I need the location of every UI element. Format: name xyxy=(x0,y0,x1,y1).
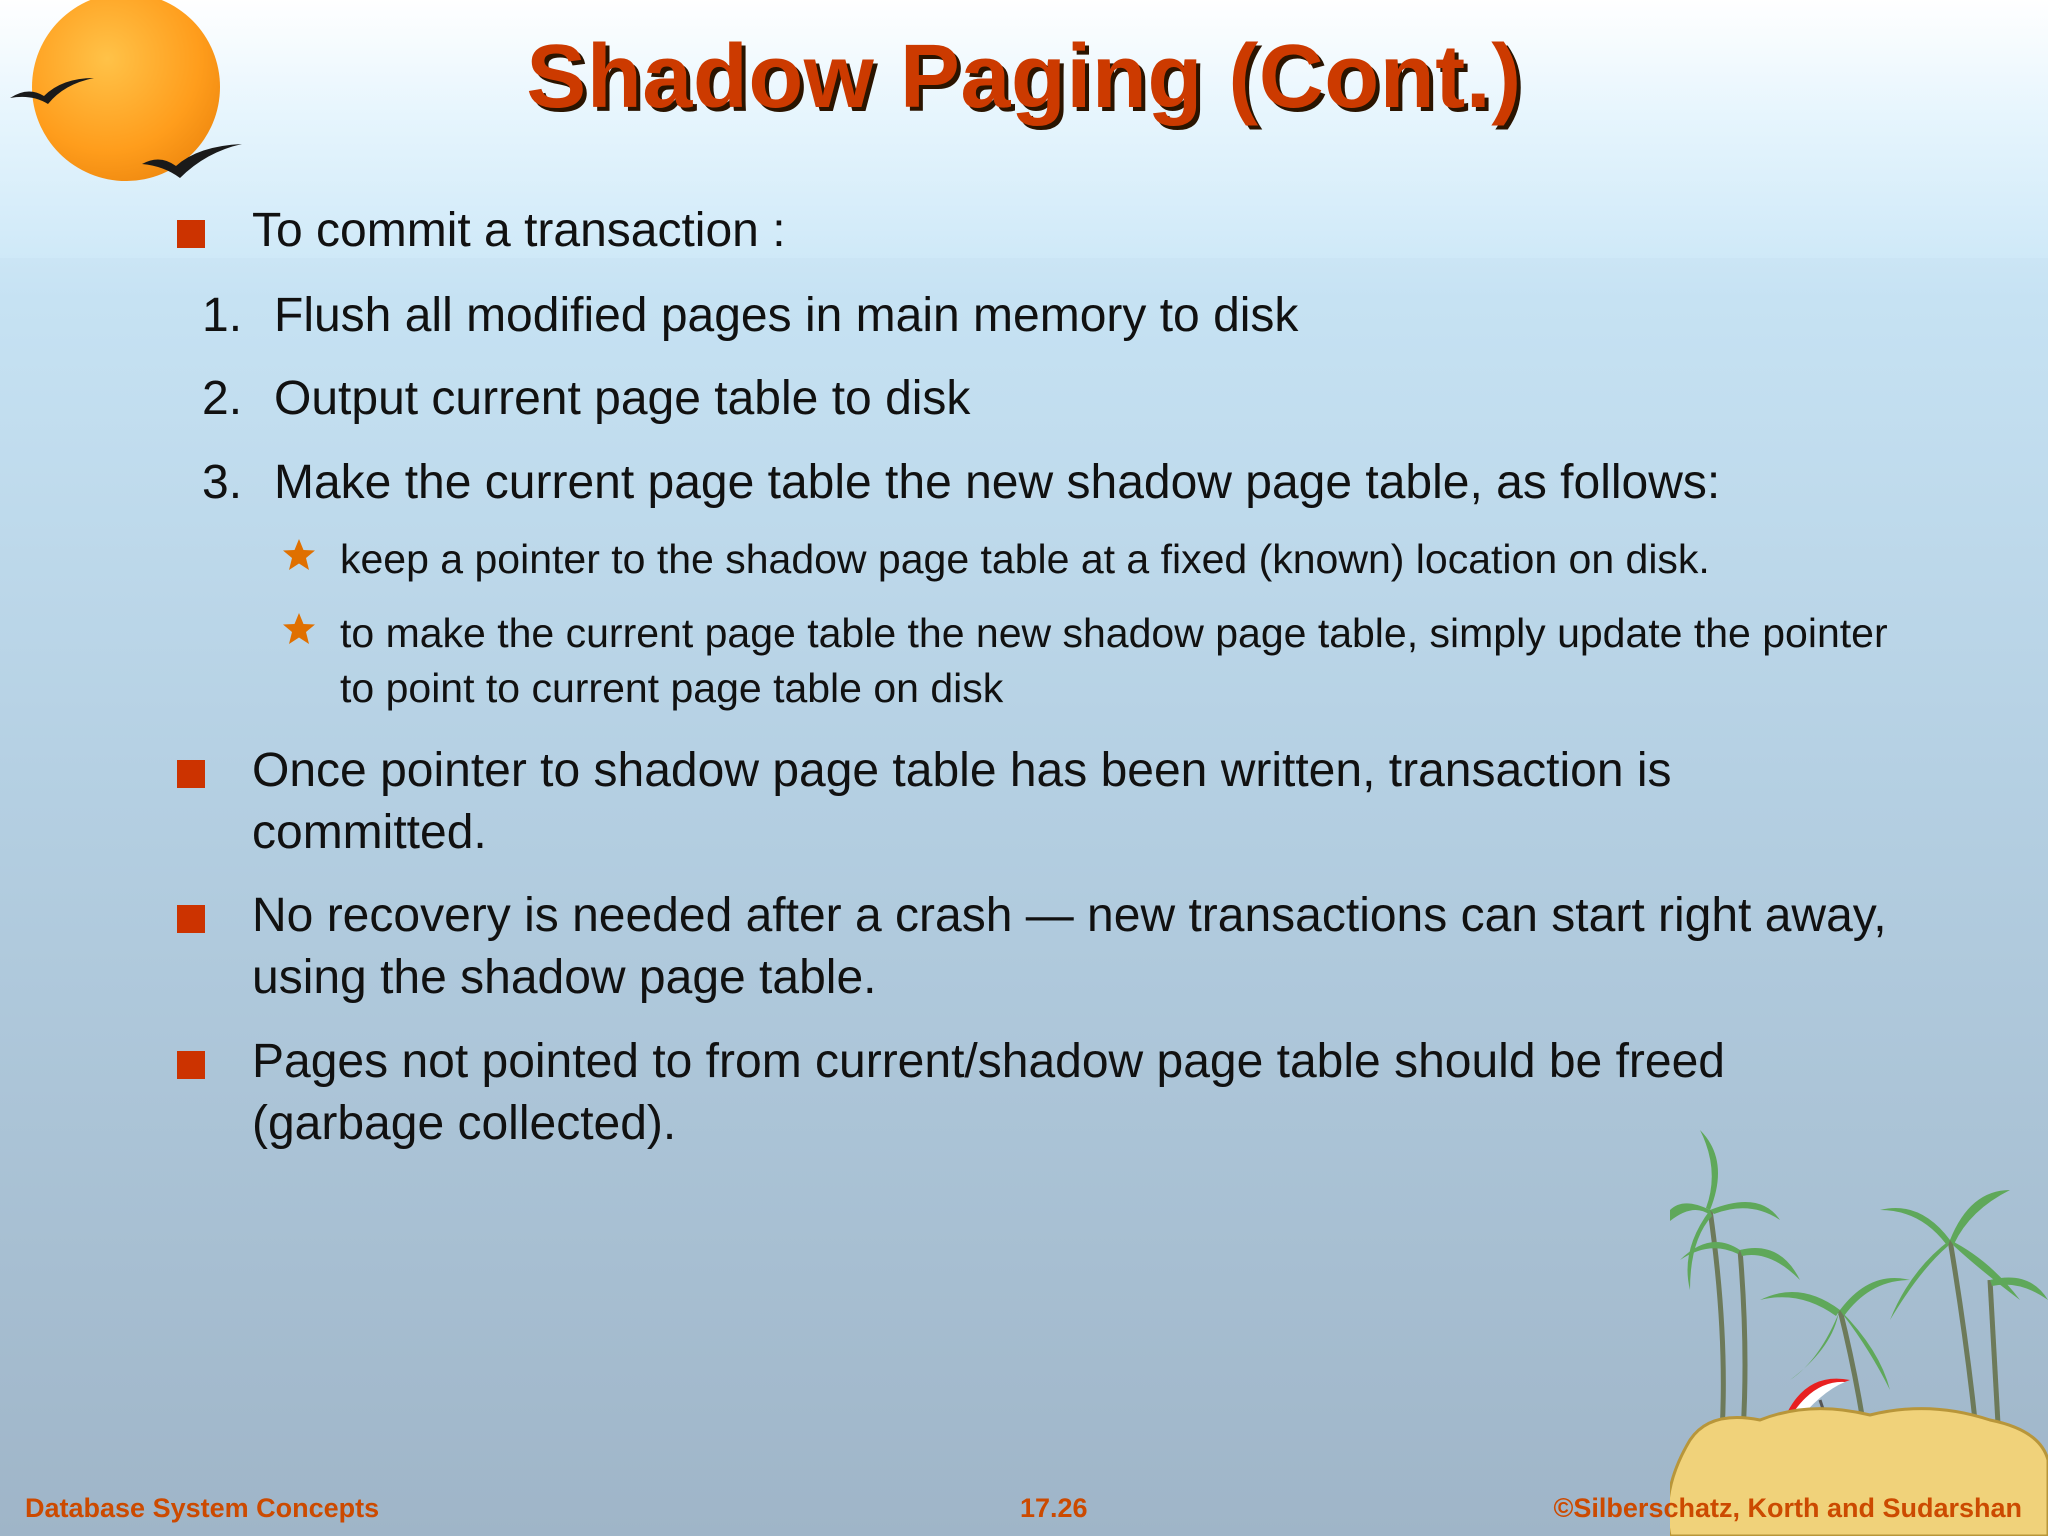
slide-title: Shadow Paging (Cont.) xyxy=(526,27,1522,127)
square-bullet-icon xyxy=(177,905,205,933)
footer-page-number: 17.26 xyxy=(1020,1493,1088,1523)
star-bullet-icon xyxy=(282,538,316,572)
bullet-text: Once pointer to shadow page table has been written, transaction is committed. xyxy=(252,744,1672,859)
step-text: Output current page table to disk xyxy=(274,372,971,425)
footer-course: Database System Concepts xyxy=(25,1493,380,1523)
step-number: 2. xyxy=(202,372,243,425)
step-text: Make the current page table the new shadow page table, as follows: xyxy=(274,456,1721,509)
star-bullet-icon xyxy=(282,612,316,646)
step-number: 1. xyxy=(202,289,243,342)
sub-bullet-text: keep a pointer to the shadow page table at a fixed (known) location on disk. xyxy=(340,536,1710,582)
sub-bullet-text: to make the current page table the new shadow page table, simply update the pointer to point to current page table on disk xyxy=(340,610,1888,711)
palm-island-decoration xyxy=(1670,1130,2048,1536)
bullet-text: No recovery is needed after a crash — new transactions can start right away, using the shadow page table. xyxy=(252,889,1887,1004)
square-bullet-icon xyxy=(177,760,205,788)
palm-leaves-icon xyxy=(1670,1130,2048,1390)
step-number: 3. xyxy=(202,456,243,509)
step-text: Flush all modified pages in main memory to disk xyxy=(274,289,1299,342)
square-bullet-icon xyxy=(177,1051,205,1079)
square-bullet-icon xyxy=(177,220,205,248)
footer-copyright: ©Silberschatz, Korth and Sudarshan xyxy=(1553,1493,2022,1523)
bullet-text: To commit a transaction : xyxy=(252,204,786,257)
bullet-text: Pages not pointed to from current/shadow page table should be freed (garbage collected). xyxy=(252,1035,1725,1150)
